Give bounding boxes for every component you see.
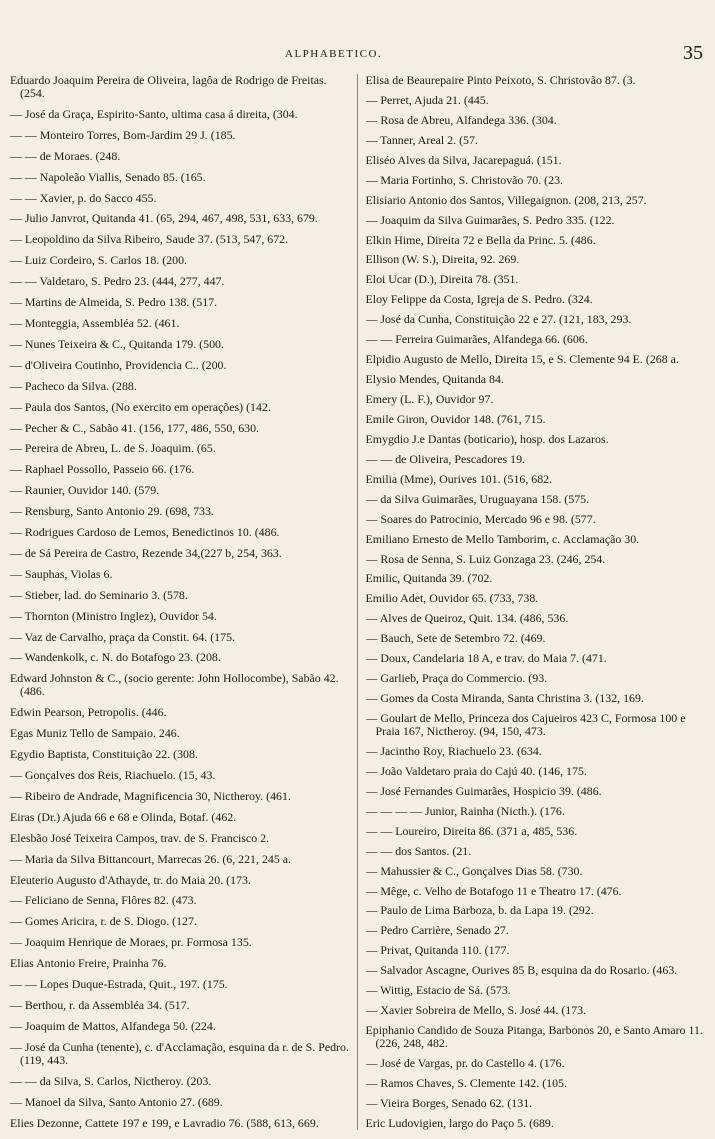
directory-entry: — Jacintho Roy, Riachuelo 23. (634.: [365, 743, 542, 758]
left-column: [10, 74, 358, 1130]
directory-entry: Eloi Ucar (D.), Direita 78. (351.: [365, 272, 519, 287]
directory-entry: Eloy Felippe da Costa, Igreja de S. Pedro. (324.: [365, 292, 593, 307]
directory-entry: — Mahussier & C., Gonçalves Dias 58. (730.: [365, 863, 583, 878]
directory-entry: — Pedro Carrière, Senado 27.: [365, 923, 509, 938]
directory-entry: — d'Oliveira Coutinho, Providencia C.. (200.: [10, 357, 227, 372]
directory-entry: — — da Silva, S. Carlos, Nictheroy. (203.: [10, 1073, 212, 1088]
directory-entry: — Garlieb, Praça do Commercio. (93.: [365, 671, 548, 686]
directory-entry: Ellison (W. S.), Direita, 92. 269.: [365, 252, 520, 267]
directory-entry: Egydio Baptista, Constituição 22. (308.: [10, 747, 198, 762]
directory-entry: Epiphanio Candido de Souza Pitanga, Barbonos 20, e Santo Amaro 11. (226, 248, 482.: [365, 1023, 703, 1051]
directory-entry: — Luiz Cordeiro, S. Carlos 18. (200.: [10, 253, 188, 268]
directory-entry: Emiliano Ernesto de Mello Tamborim, c. Acclamação 30.: [365, 531, 640, 546]
directory-entry: — Pacheco da Silva. (288.: [10, 378, 137, 393]
directory-entry: — Ramos Chaves, S. Clemente 142. (105.: [365, 1075, 567, 1090]
directory-entry: — Pecher & C., Sabão 41. (156, 177, 486, 550, 630.: [10, 420, 260, 435]
directory-entry: — Leopoldino da Silva Ribeiro, Saude 37. (513, 547, 672.: [10, 232, 289, 247]
directory-entry: — Wittig, Estacio de Sá. (573.: [365, 983, 511, 998]
directory-entry: Emile Giron, Ouvidor 148. (761, 715.: [365, 411, 546, 426]
page-header: [0, 22, 715, 62]
directory-entry: — Soares do Patrocinio, Mercado 96 e 98. (577.: [365, 511, 596, 526]
directory-entry: — — Monteiro Torres, Bom-Jardim 29 J. (185.: [10, 127, 236, 142]
directory-entry: — Rosa de Abreu, Alfandega 336. (304.: [365, 112, 557, 127]
directory-entry: Emygdio J.e Dantas (boticario), hosp. dos Lazaros.: [365, 431, 609, 446]
directory-entry: — Joaquim Henrique de Moraes, pr. Formosa 135.: [10, 935, 252, 950]
directory-entry: Emilic, Quitanda 39. (702.: [365, 571, 493, 586]
directory-entry: — Goulart de Mello, Princeza dos Cajueiros 423 C, Formosa 100 e Praia 167, Nictheroy. (94, 150, 473.: [365, 711, 686, 738]
directory-entry: — José da Graça, Espirito-Santo, ultima casa á direita, (304.: [10, 106, 298, 121]
directory-entry: — Paula dos Santos, (No exercito em operações) (142.: [10, 399, 271, 414]
directory-entry: — Gomes Aricira, r. de S. Diogo. (127.: [10, 914, 197, 929]
directory-entry: — Wandenkolk, c. N. do Botafogo 23. (208.: [10, 650, 221, 665]
directory-entry: — José da Cunha, Constituição 22 e 27. (121, 183, 293.: [365, 312, 632, 327]
directory-entry: — — dos Santos. (21.: [365, 843, 472, 858]
directory-entry: — José de Vargas, pr. do Castello 4. (176.: [365, 1056, 565, 1070]
directory-entry: — Alves de Queiroz, Quit. 134. (486, 536.: [365, 611, 569, 626]
directory-entry: Elisa de Beaurepaire Pinto Peixoto, S. Christovão 87. (3.: [365, 74, 636, 87]
directory-entry: — — Xavier, p. do Sacco 455.: [10, 190, 157, 205]
directory-entry: — — Valdetaro, S. Pedro 23. (444, 277, 447.: [10, 274, 225, 289]
directory-entry: Emilia (Mme), Ourives 101. (516, 682.: [365, 471, 553, 486]
directory-entry: Egas Muniz Tello de Sampaio. 246.: [10, 726, 180, 741]
directory-entry: Edward Johnston & C., (socio gerente: John Hollocombe), Sabão 42. (486.: [10, 671, 339, 699]
directory-entry: Elpidio Augusto de Mello, Direita 15, e S. Clemente 94 E. (268 a.: [365, 352, 679, 367]
directory-entry: — Monteggia, Assembléa 52. (461.: [10, 315, 180, 330]
directory-entry: — Berthou, r. da Assembléa 34. (517.: [10, 997, 190, 1012]
directory-entry: Elysio Mendes, Quitanda 84.: [365, 372, 504, 387]
directory-entry: — Thornton (Ministro Inglez), Ouvidor 54.: [10, 608, 217, 623]
directory-entry: Eleuterio Augusto d'Athayde, tr. do Maia 20. (173.: [10, 872, 251, 887]
directory-entry: — Tanner, Areal 2. (57.: [365, 132, 478, 147]
directory-entry: — Nunes Teixeira & C., Quitanda 179. (500.: [10, 336, 224, 351]
directory-entry: — Bauch, Sete de Setembro 72. (469.: [365, 631, 546, 646]
directory-entry: Elisiario Antonio dos Santos, Villegaignon. (208, 213, 257.: [365, 192, 647, 207]
directory-columns: [10, 74, 708, 1130]
directory-entry: — Gomes da Costa Miranda, Santa Christina 3. (132, 169.: [365, 691, 644, 706]
directory-entry: — — Napoleão Viallis, Senado 85. (165.: [10, 169, 206, 184]
directory-entry: — Paulo de Lima Barboza, b. da Lapa 19. (292.: [365, 903, 594, 918]
directory-entry: Elesbão José Teixeira Campos, trav. de S. Francisco 2.: [10, 830, 270, 845]
directory-entry: Elkin Hime, Direita 72 e Bella da Princ. 5. (486.: [365, 232, 596, 247]
directory-entry: — Ribeiro de Andrade, Magnificencia 30, Nictheroy. (461.: [10, 788, 291, 803]
directory-entry: — Gonçalves dos Reis, Riachuelo. (15, 43.: [10, 768, 216, 782]
directory-entry: — Privat, Quitanda 110. (177.: [365, 943, 510, 958]
directory-entry: — Julio Janvrot, Quitanda 41. (65, 294, 467, 498, 531, 633, 679.: [10, 211, 318, 226]
directory-entry: — — Lopes Duque-Estrada, Quit., 197. (175.: [10, 977, 228, 992]
directory-entry: Eiras (Dr.) Ajuda 66 e 68 e Olinda, Botaf. (462.: [10, 809, 237, 824]
directory-entry: — José Fernandes Guimarães, Hospicio 39. (486.: [365, 783, 602, 798]
directory-entry: — Raunier, Ouvidor 140. (579.: [10, 483, 160, 498]
directory-entry: — Rosa de Senna, S. Luiz Gonzaga 23. (246, 254.: [365, 551, 606, 566]
directory-entry: — João Valdetaro praia do Cajú 40. (146, 175.: [365, 763, 587, 778]
directory-entry: Elies Dezonne, Cattete 197 e 199, e Lavradio 76. (588, 613, 669.: [10, 1115, 319, 1130]
directory-entry: Edwin Pearson, Petropolis. (446.: [10, 705, 167, 720]
directory-entry: — Martins de Almeida, S. Pedro 138. (517.: [10, 295, 218, 310]
directory-entry: — Rensburg, Santo Antonio 29. (698, 733.: [10, 504, 214, 519]
directory-entry: — José da Cunha (tenente), c. d'Acclamação, esquina da r. de S. Pedro. (119, 443.: [10, 1039, 349, 1067]
directory-entry: — Joaquim de Mattos, Alfandega 50. (224.: [10, 1018, 216, 1033]
directory-entry: — Salvador Ascagne, Ourives 85 B, esquina da do Rosario. (463.: [365, 963, 678, 978]
directory-entry: — Rodrigues Cardoso de Lemos, Benedictinos 10. (486.: [10, 525, 280, 540]
directory-entry: — Mêge, c. Velho de Botafogo 11 e Theatro 17. (476.: [365, 883, 622, 898]
directory-entry: — Vaz de Carvalho, praça da Constit. 64. (175.: [10, 629, 235, 644]
directory-entry: Elias Antonio Freire, Prainha 76.: [10, 956, 167, 971]
directory-entry: Eduardo Joaquim Pereira de Oliveira, lagôa de Rodrigo de Freitas. (254.: [10, 74, 327, 100]
page-number: 35: [683, 42, 703, 64]
directory-entry: — da Silva Guimarães, Uruguayana 158. (575.: [365, 491, 590, 506]
right-column: [366, 74, 709, 1130]
directory-entry: Eric Ludovigien, largo do Paço 5. (689.: [365, 1115, 554, 1130]
directory-entry: — Perret, Ajuda 21. (445.: [365, 92, 489, 107]
directory-entry: — Doux, Candelaria 18 A, e trav. do Maia 7. (471.: [365, 651, 607, 666]
directory-entry: — Raphael Possollo, Passeio 66. (176.: [10, 462, 195, 477]
directory-entry: Eliséo Alves da Silva, Jacarepaguá. (151.: [365, 152, 562, 167]
directory-entry: — — de Oliveira, Pescadores 19.: [365, 451, 525, 466]
directory-entry: — Xavier Sobreira de Mello, S. José 44. (173.: [365, 1003, 587, 1018]
directory-entry: — Stieber, lad. do Seminario 3. (578.: [10, 587, 188, 602]
directory-entry: — Sauphas, Violas 6.: [10, 566, 113, 581]
directory-entry: — — Loureiro, Direita 86. (371 a, 485, 536.: [365, 823, 578, 838]
directory-entry: — Pereira de Abreu, L. de S. Joaquim. (65.: [10, 441, 216, 456]
running-title: ALPHABETICO.: [285, 48, 383, 60]
directory-entry: — — — — Junior, Rainha (Nicth.). (176.: [365, 803, 565, 818]
directory-entry: — de Sá Pereira de Castro, Rezende 34,(227 b, 254, 363.: [10, 545, 282, 560]
directory-entry: — — Ferreira Guimarães, Alfandega 66. (606.: [365, 332, 588, 347]
directory-entry: — — de Moraes. (248.: [10, 148, 121, 163]
directory-entry: Emilio Adet, Ouvidor 65. (733, 738.: [365, 591, 539, 606]
directory-entry: — Joaquim da Silva Guimarães, S. Pedro 335. (122.: [365, 212, 615, 227]
directory-entry: — Maria Fortinho, S. Christovão 70. (23.: [365, 172, 564, 187]
directory-entry: Emery (L. F.), Ouvidor 97.: [365, 392, 494, 406]
directory-entry: — Manoel da Silva, Santo Antonio 27. (689.: [10, 1094, 223, 1109]
directory-entry: — Vieira Borges, Senado 62. (131.: [365, 1095, 533, 1110]
directory-entry: — Maria da Silva Bittancourt, Marrecas 26. (6, 221, 245 a.: [10, 851, 292, 866]
directory-entry: — Feliciano de Senna, Flôres 82. (473.: [10, 893, 197, 908]
